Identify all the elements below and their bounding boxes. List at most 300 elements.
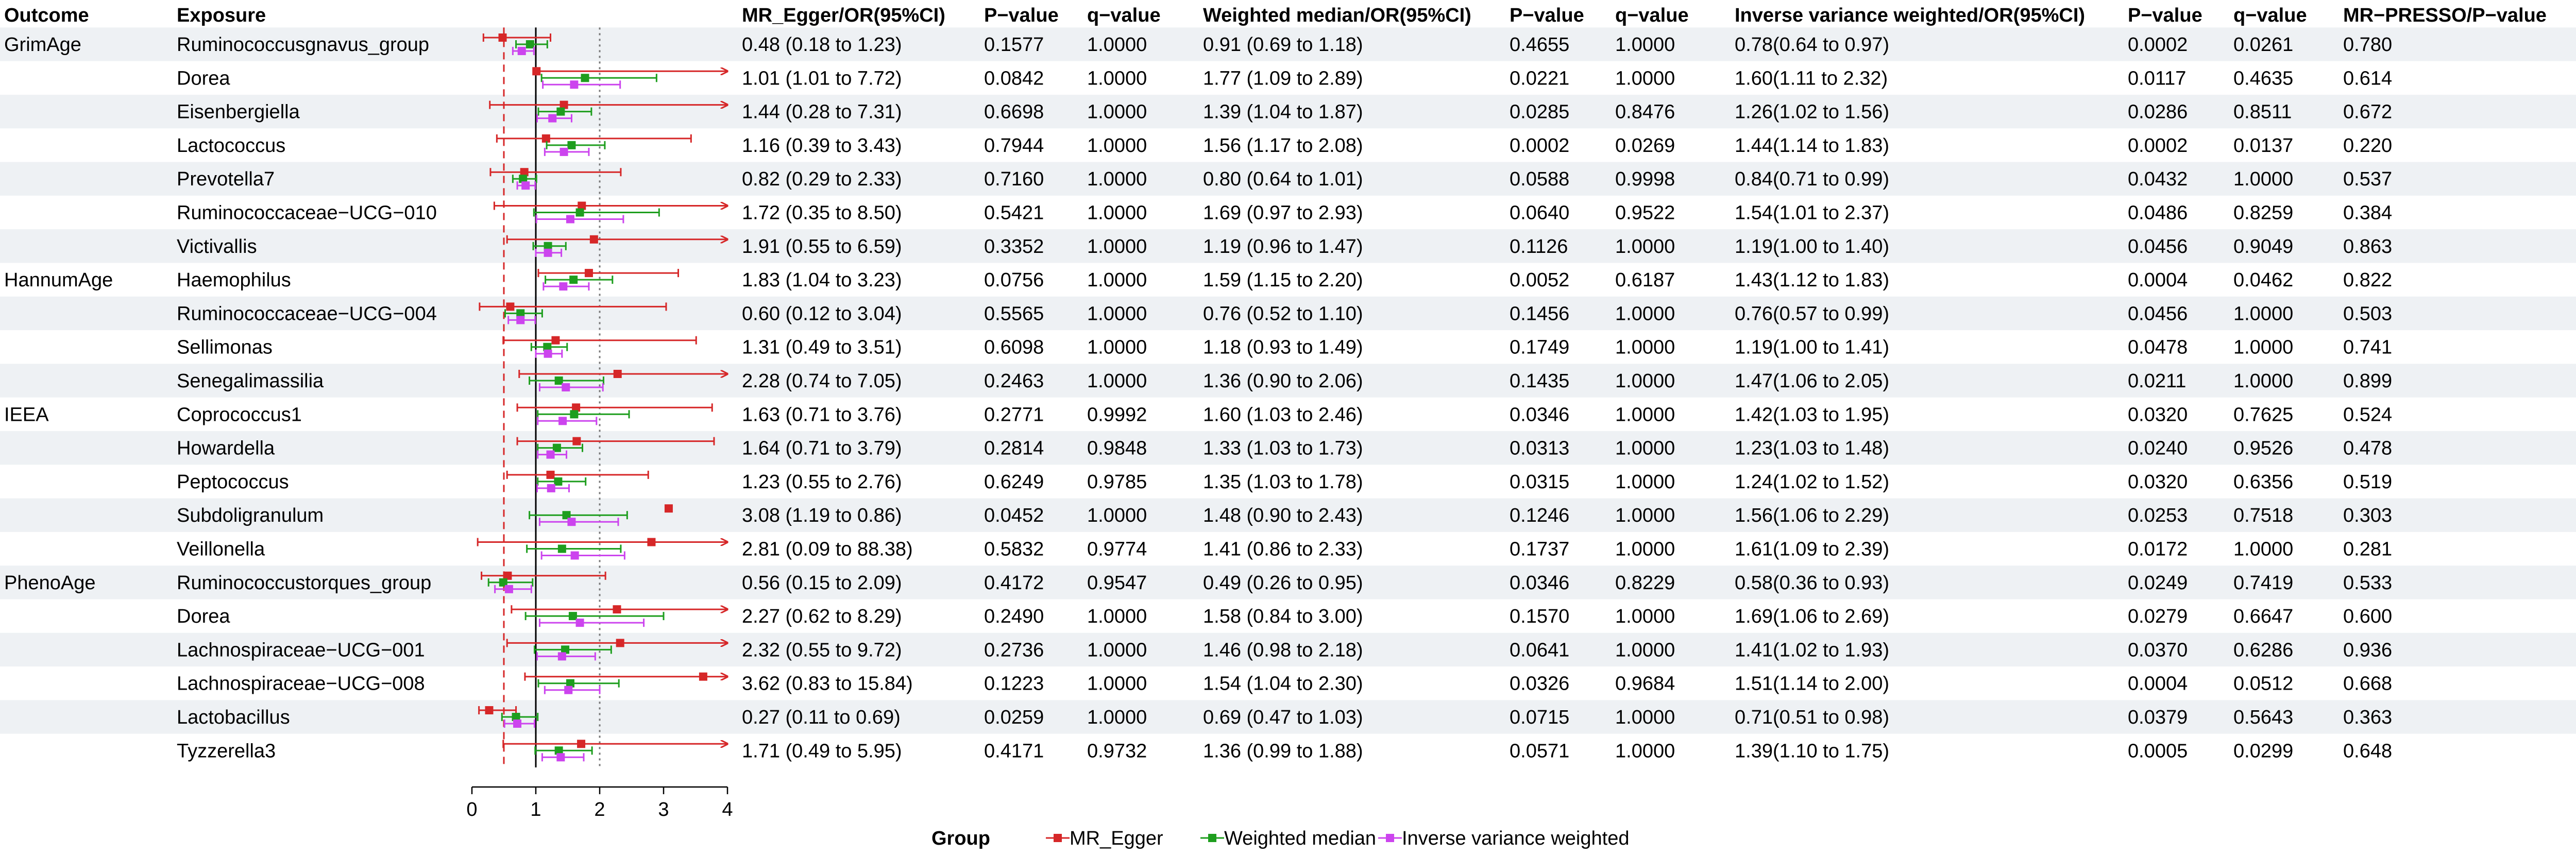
ivw-estimate: 1.19(1.00 to 1.40) bbox=[1735, 235, 1889, 258]
egger-p-value: 0.7944 bbox=[984, 134, 1044, 157]
ivw-point bbox=[548, 114, 556, 123]
ivw-q-value: 1.0000 bbox=[2233, 336, 2294, 358]
header-ivw: Inverse variance weighted/OR(95%CI) bbox=[1735, 5, 2086, 26]
exposure-label: Lachnospiraceae−UCG−001 bbox=[177, 639, 425, 661]
egger-q-value: 1.0000 bbox=[1087, 202, 1147, 224]
exposure-label: Prevotella7 bbox=[177, 168, 275, 191]
presso-p-value: 0.524 bbox=[2343, 404, 2393, 426]
wm-p-value: 0.0588 bbox=[1510, 168, 1570, 191]
wm-q-value: 0.8476 bbox=[1615, 101, 1675, 123]
presso-p-value: 0.303 bbox=[2343, 505, 2393, 527]
ivw-p-value: 0.0379 bbox=[2128, 707, 2188, 728]
ivw-p-value: 0.0117 bbox=[2128, 67, 2187, 90]
legend-key-swatch bbox=[1054, 834, 1062, 842]
wm-estimate: 1.39 (1.04 to 1.87) bbox=[1203, 101, 1363, 123]
wm-estimate: 0.80 (0.64 to 1.01) bbox=[1203, 168, 1363, 191]
egger-estimate: 1.72 (0.35 to 8.50) bbox=[742, 202, 902, 224]
ivw-estimate: 1.61(1.09 to 2.39) bbox=[1735, 538, 1889, 560]
egger-q-value: 1.0000 bbox=[1087, 303, 1147, 325]
legend-item bbox=[1046, 828, 1163, 849]
ivw-point bbox=[547, 484, 555, 492]
presso-p-value: 0.533 bbox=[2343, 572, 2393, 594]
egger-estimate: 3.62 (0.83 to 15.84) bbox=[742, 673, 913, 695]
wm-estimate: 1.59 (1.15 to 2.20) bbox=[1203, 269, 1363, 292]
table-row bbox=[177, 606, 2392, 627]
ivw-point bbox=[566, 215, 574, 224]
egger-p-value: 0.5565 bbox=[984, 303, 1044, 325]
egger-q-value: 0.9848 bbox=[1087, 437, 1147, 459]
ivw-point bbox=[571, 552, 579, 560]
ivw-p-value: 0.0004 bbox=[2128, 269, 2188, 292]
ivw-point bbox=[547, 451, 555, 459]
outcome-label: HannumAge bbox=[4, 269, 113, 292]
ivw-p-value: 0.0002 bbox=[2128, 134, 2188, 157]
wm-estimate: 1.36 (0.90 to 2.06) bbox=[1203, 370, 1363, 392]
exposure-label: Ruminococcaceae−UCG−010 bbox=[177, 202, 437, 224]
exposure-label: Lactococcus bbox=[177, 134, 286, 157]
wm-estimate: 0.69 (0.47 to 1.03) bbox=[1203, 707, 1363, 728]
ivw-estimate: 1.39(1.10 to 1.75) bbox=[1735, 740, 1889, 762]
wm-estimate: 1.77 (1.09 to 2.89) bbox=[1203, 67, 1363, 90]
wm-p-value: 0.0346 bbox=[1510, 572, 1570, 594]
presso-p-value: 0.363 bbox=[2343, 707, 2393, 728]
ivw-point bbox=[570, 80, 578, 89]
egger-q-value: 1.0000 bbox=[1087, 134, 1147, 157]
egger-estimate: 3.08 (1.19 to 0.86) bbox=[742, 505, 902, 527]
presso-p-value: 0.220 bbox=[2343, 134, 2393, 157]
wm-p-value: 0.4655 bbox=[1510, 34, 1570, 56]
ivw-estimate: 1.42(1.03 to 1.95) bbox=[1735, 404, 1889, 426]
wm-p-value: 0.1435 bbox=[1510, 370, 1570, 392]
legend-item bbox=[1378, 828, 1629, 849]
egger-p-value: 0.0259 bbox=[984, 707, 1044, 728]
egger-p-value: 0.6698 bbox=[984, 101, 1044, 123]
wm-point bbox=[567, 141, 575, 149]
wm-q-value: 0.9684 bbox=[1615, 673, 1675, 695]
legend-label: MR_Egger bbox=[1070, 828, 1163, 849]
egger-estimate: 1.83 (1.04 to 3.23) bbox=[742, 269, 902, 292]
ivw-estimate: 1.56(1.06 to 2.29) bbox=[1735, 505, 1889, 527]
egger-point bbox=[585, 269, 593, 277]
header-wm-p: P−value bbox=[1510, 5, 1584, 26]
wm-p-value: 0.0285 bbox=[1510, 101, 1570, 123]
presso-p-value: 0.780 bbox=[2343, 34, 2393, 56]
x-tick-label: 3 bbox=[658, 799, 669, 820]
egger-estimate: 1.63 (0.71 to 3.76) bbox=[742, 404, 902, 426]
x-tick-label: 2 bbox=[594, 799, 605, 820]
ivw-q-value: 0.6356 bbox=[2233, 471, 2294, 493]
header-exposure: Exposure bbox=[177, 5, 266, 26]
ivw-point bbox=[576, 619, 584, 627]
egger-p-value: 0.3352 bbox=[984, 235, 1044, 258]
wm-p-value: 0.1456 bbox=[1510, 303, 1570, 325]
ivw-estimate: 0.76(0.57 to 0.99) bbox=[1735, 303, 1889, 325]
egger-p-value: 0.0756 bbox=[984, 269, 1044, 292]
exposure-label: Tyzzerella3 bbox=[177, 740, 276, 762]
legend-key-swatch bbox=[1208, 834, 1216, 842]
exposure-label: Sellimonas bbox=[177, 336, 273, 358]
table-row bbox=[177, 67, 2392, 89]
ivw-point bbox=[564, 686, 572, 694]
ivw-q-value: 0.4635 bbox=[2233, 67, 2294, 90]
exposure-label: Dorea bbox=[177, 606, 230, 628]
egger-q-value: 1.0000 bbox=[1087, 235, 1147, 258]
presso-p-value: 0.600 bbox=[2343, 606, 2393, 628]
ivw-p-value: 0.0432 bbox=[2128, 168, 2188, 191]
presso-p-value: 0.478 bbox=[2343, 437, 2393, 459]
egger-p-value: 0.1577 bbox=[984, 34, 1044, 56]
ivw-q-value: 0.7419 bbox=[2233, 572, 2294, 594]
wm-q-value: 0.0269 bbox=[1615, 134, 1675, 157]
ivw-estimate: 0.78(0.64 to 0.97) bbox=[1735, 34, 1889, 56]
legend-item bbox=[1200, 828, 1376, 849]
ivw-q-value: 0.0261 bbox=[2233, 34, 2294, 56]
ivw-q-value: 0.8259 bbox=[2233, 202, 2294, 224]
wm-q-value: 1.0000 bbox=[1615, 336, 1675, 358]
wm-point bbox=[526, 40, 534, 48]
legend-title: Group bbox=[931, 828, 990, 849]
ivw-p-value: 0.0456 bbox=[2128, 235, 2188, 258]
ivw-q-value: 0.5643 bbox=[2233, 707, 2294, 728]
ivw-point bbox=[556, 753, 565, 761]
ivw-p-value: 0.0002 bbox=[2128, 34, 2188, 56]
egger-estimate: 1.44 (0.28 to 7.31) bbox=[742, 101, 902, 123]
egger-p-value: 0.7160 bbox=[984, 168, 1044, 191]
egger-q-value: 1.0000 bbox=[1087, 67, 1147, 90]
wm-point bbox=[555, 376, 563, 385]
egger-q-value: 0.9547 bbox=[1087, 572, 1147, 594]
egger-p-value: 0.6249 bbox=[984, 471, 1044, 493]
wm-p-value: 0.0221 bbox=[1510, 67, 1570, 90]
wm-q-value: 0.9522 bbox=[1615, 202, 1675, 224]
ivw-point bbox=[562, 383, 570, 391]
ivw-p-value: 0.0211 bbox=[2128, 370, 2187, 392]
ivw-q-value: 0.9049 bbox=[2233, 235, 2294, 258]
ivw-p-value: 0.0486 bbox=[2128, 202, 2188, 224]
ivw-q-value: 1.0000 bbox=[2233, 168, 2294, 191]
ivw-estimate: 1.60(1.11 to 2.32) bbox=[1735, 67, 1888, 90]
wm-p-value: 0.0640 bbox=[1510, 202, 1570, 224]
wm-point bbox=[558, 545, 566, 553]
presso-p-value: 0.648 bbox=[2343, 740, 2393, 762]
wm-estimate: 1.36 (0.99 to 1.88) bbox=[1203, 740, 1363, 762]
exposure-label: Dorea bbox=[177, 67, 230, 90]
presso-p-value: 0.863 bbox=[2343, 235, 2393, 258]
egger-point bbox=[572, 437, 581, 446]
egger-q-value: 0.9732 bbox=[1087, 740, 1147, 762]
exposure-label: Ruminococcustorques_group bbox=[177, 572, 432, 594]
header-presso: MR−PRESSO/P−value bbox=[2343, 5, 2547, 26]
wm-p-value: 0.0715 bbox=[1510, 707, 1570, 728]
ivw-estimate: 1.41(1.02 to 1.93) bbox=[1735, 639, 1889, 661]
egger-estimate: 2.81 (0.09 to 88.38) bbox=[742, 538, 913, 560]
header-egger-p: P−value bbox=[984, 5, 1059, 26]
egger-estimate: 0.60 (0.12 to 3.04) bbox=[742, 303, 902, 325]
presso-p-value: 0.668 bbox=[2343, 673, 2393, 695]
wm-q-value: 0.8229 bbox=[1615, 572, 1675, 594]
presso-p-value: 0.899 bbox=[2343, 370, 2393, 392]
egger-estimate: 1.31 (0.49 to 3.51) bbox=[742, 336, 902, 358]
outcome-label: IEEA bbox=[4, 404, 49, 426]
exposure-label: Veillonella bbox=[177, 538, 265, 560]
egger-q-value: 0.9992 bbox=[1087, 404, 1147, 426]
wm-p-value: 0.0346 bbox=[1510, 404, 1570, 426]
egger-q-value: 1.0000 bbox=[1087, 34, 1147, 56]
ivw-p-value: 0.0286 bbox=[2128, 101, 2188, 123]
table-header bbox=[4, 5, 2547, 26]
ivw-q-value: 0.8511 bbox=[2233, 101, 2292, 123]
ivw-point bbox=[559, 282, 567, 290]
wm-q-value: 1.0000 bbox=[1615, 471, 1675, 493]
egger-q-value: 1.0000 bbox=[1087, 336, 1147, 358]
egger-p-value: 0.6098 bbox=[984, 336, 1044, 358]
exposure-label: Haemophilus bbox=[177, 269, 291, 292]
ivw-estimate: 1.19(1.00 to 1.41) bbox=[1735, 336, 1889, 358]
wm-estimate: 1.58 (0.84 to 3.00) bbox=[1203, 606, 1363, 628]
exposure-label: Lachnospiraceae−UCG−008 bbox=[177, 673, 425, 695]
egger-point bbox=[665, 504, 673, 512]
egger-estimate: 1.91 (0.55 to 6.59) bbox=[742, 235, 902, 258]
egger-q-value: 1.0000 bbox=[1087, 370, 1147, 392]
egger-q-value: 1.0000 bbox=[1087, 505, 1147, 527]
ivw-estimate: 0.58(0.36 to 0.93) bbox=[1735, 572, 1889, 594]
wm-q-value: 1.0000 bbox=[1615, 404, 1675, 426]
egger-q-value: 0.9774 bbox=[1087, 538, 1147, 560]
egger-point bbox=[499, 33, 507, 42]
presso-p-value: 0.281 bbox=[2343, 538, 2393, 560]
ivw-q-value: 0.0299 bbox=[2233, 740, 2294, 762]
egger-q-value: 1.0000 bbox=[1087, 606, 1147, 628]
x-tick-label: 4 bbox=[722, 799, 733, 820]
wm-q-value: 1.0000 bbox=[1615, 538, 1675, 560]
table-row bbox=[4, 269, 2392, 291]
ivw-point bbox=[544, 249, 552, 257]
egger-q-value: 1.0000 bbox=[1087, 269, 1147, 292]
presso-p-value: 0.741 bbox=[2343, 336, 2393, 358]
ivw-estimate: 1.54(1.01 to 2.37) bbox=[1735, 202, 1889, 224]
ivw-q-value: 0.0462 bbox=[2233, 269, 2294, 292]
ivw-p-value: 0.0370 bbox=[2128, 639, 2188, 661]
wm-p-value: 0.0313 bbox=[1510, 437, 1570, 459]
egger-estimate: 0.48 (0.18 to 1.23) bbox=[742, 34, 902, 56]
header-outcome: Outcome bbox=[4, 5, 89, 26]
exposure-label: Coprococcus1 bbox=[177, 404, 302, 426]
wm-point bbox=[556, 108, 565, 116]
ivw-point bbox=[558, 652, 566, 660]
wm-estimate: 1.69 (0.97 to 2.93) bbox=[1203, 202, 1363, 224]
egger-point bbox=[590, 235, 598, 244]
table-row bbox=[4, 404, 2392, 425]
egger-point bbox=[614, 370, 622, 378]
ivw-estimate: 0.84(0.71 to 0.99) bbox=[1735, 168, 1889, 191]
presso-p-value: 0.384 bbox=[2343, 202, 2393, 224]
egger-point bbox=[647, 538, 655, 546]
ivw-q-value: 0.7625 bbox=[2233, 404, 2294, 426]
wm-p-value: 0.1126 bbox=[1510, 235, 1568, 258]
wm-p-value: 0.0571 bbox=[1510, 740, 1570, 762]
ivw-p-value: 0.0249 bbox=[2128, 572, 2188, 594]
header-wm: Weighted median/OR(95%CI) bbox=[1203, 5, 1471, 26]
egger-p-value: 0.2771 bbox=[984, 404, 1044, 426]
egger-q-value: 1.0000 bbox=[1087, 639, 1147, 661]
ivw-q-value: 1.0000 bbox=[2233, 538, 2294, 560]
egger-point bbox=[616, 639, 624, 647]
wm-p-value: 0.0002 bbox=[1510, 134, 1570, 157]
wm-estimate: 1.41 (0.86 to 2.33) bbox=[1203, 538, 1363, 560]
x-tick-label: 0 bbox=[466, 799, 478, 820]
wm-q-value: 1.0000 bbox=[1615, 303, 1675, 325]
egger-estimate: 1.16 (0.39 to 3.43) bbox=[742, 134, 902, 157]
wm-point bbox=[576, 209, 584, 217]
egger-p-value: 0.2490 bbox=[984, 606, 1044, 628]
wm-q-value: 1.0000 bbox=[1615, 639, 1675, 661]
egger-p-value: 0.2814 bbox=[984, 437, 1044, 459]
wm-q-value: 1.0000 bbox=[1615, 67, 1675, 90]
wm-p-value: 0.0641 bbox=[1510, 639, 1570, 661]
egger-q-value: 1.0000 bbox=[1087, 673, 1147, 695]
egger-q-value: 1.0000 bbox=[1087, 707, 1147, 728]
wm-estimate: 1.46 (0.98 to 2.18) bbox=[1203, 639, 1363, 661]
egger-point bbox=[613, 605, 621, 613]
exposure-label: Senegalimassilia bbox=[177, 370, 324, 392]
ivw-q-value: 0.6647 bbox=[2233, 606, 2294, 628]
ivw-estimate: 1.47(1.06 to 2.05) bbox=[1735, 370, 1889, 392]
egger-p-value: 0.5421 bbox=[984, 202, 1044, 224]
egger-estimate: 1.23 (0.55 to 2.76) bbox=[742, 471, 902, 493]
wm-p-value: 0.1737 bbox=[1510, 538, 1570, 560]
wm-point bbox=[554, 477, 562, 486]
x-axis bbox=[466, 787, 733, 820]
ivw-p-value: 0.0005 bbox=[2128, 740, 2188, 762]
ivw-estimate: 1.44(1.14 to 1.83) bbox=[1735, 134, 1889, 157]
exposure-label: Eisenbergiella bbox=[177, 101, 300, 123]
wm-q-value: 1.0000 bbox=[1615, 370, 1675, 392]
wm-q-value: 1.0000 bbox=[1615, 34, 1675, 56]
ivw-q-value: 1.0000 bbox=[2233, 370, 2294, 392]
egger-q-value: 1.0000 bbox=[1087, 101, 1147, 123]
egger-p-value: 0.0452 bbox=[984, 505, 1044, 527]
wm-estimate: 1.35 (1.03 to 1.78) bbox=[1203, 471, 1363, 493]
ivw-point bbox=[516, 316, 524, 324]
wm-q-value: 1.0000 bbox=[1615, 505, 1675, 527]
header-egger: MR_Egger/OR(95%CI) bbox=[742, 5, 945, 26]
egger-p-value: 0.1223 bbox=[984, 673, 1044, 695]
wm-p-value: 0.1246 bbox=[1510, 505, 1570, 527]
ivw-q-value: 1.0000 bbox=[2233, 303, 2294, 325]
ivw-p-value: 0.0279 bbox=[2128, 606, 2188, 628]
exposure-label: Victivallis bbox=[177, 235, 257, 258]
presso-p-value: 0.519 bbox=[2343, 471, 2393, 493]
outcome-label: PhenoAge bbox=[4, 572, 96, 594]
ivw-estimate: 1.26(1.02 to 1.56) bbox=[1735, 101, 1889, 123]
ivw-point bbox=[518, 47, 526, 55]
egger-estimate: 0.82 (0.29 to 2.33) bbox=[742, 168, 902, 191]
egger-estimate: 0.27 (0.11 to 0.69) bbox=[742, 707, 901, 728]
ivw-estimate: 1.23(1.03 to 1.48) bbox=[1735, 437, 1889, 459]
wm-p-value: 0.1749 bbox=[1510, 336, 1570, 358]
ivw-q-value: 0.0137 bbox=[2233, 134, 2294, 157]
header-wm-q: q−value bbox=[1615, 5, 1689, 26]
exposure-label: Howardella bbox=[177, 437, 275, 459]
ivw-p-value: 0.0253 bbox=[2128, 505, 2188, 527]
egger-p-value: 0.4171 bbox=[984, 740, 1044, 762]
ivw-estimate: 1.24(1.02 to 1.52) bbox=[1735, 471, 1889, 493]
egger-point bbox=[506, 302, 514, 311]
wm-q-value: 1.0000 bbox=[1615, 707, 1675, 728]
ivw-p-value: 0.0172 bbox=[2128, 538, 2188, 560]
egger-p-value: 0.5832 bbox=[984, 538, 1044, 560]
ivw-p-value: 0.0320 bbox=[2128, 471, 2188, 493]
egger-p-value: 0.2463 bbox=[984, 370, 1044, 392]
wm-estimate: 1.19 (0.96 to 1.47) bbox=[1203, 235, 1363, 258]
wm-estimate: 1.54 (1.04 to 2.30) bbox=[1203, 673, 1363, 695]
ivw-p-value: 0.0320 bbox=[2128, 404, 2188, 426]
ivw-point bbox=[505, 585, 513, 593]
wm-estimate: 1.60 (1.03 to 2.46) bbox=[1203, 404, 1363, 426]
wm-q-value: 1.0000 bbox=[1615, 235, 1675, 258]
wm-q-value: 0.6187 bbox=[1615, 269, 1675, 292]
ivw-estimate: 0.71(0.51 to 0.98) bbox=[1735, 707, 1889, 728]
ivw-point bbox=[558, 417, 567, 425]
presso-p-value: 0.936 bbox=[2343, 639, 2393, 661]
presso-p-value: 0.672 bbox=[2343, 101, 2393, 123]
egger-estimate: 2.32 (0.55 to 9.72) bbox=[742, 639, 902, 661]
wm-estimate: 1.56 (1.17 to 2.08) bbox=[1203, 134, 1363, 157]
wm-estimate: 0.49 (0.26 to 0.95) bbox=[1203, 572, 1363, 594]
wm-estimate: 1.48 (0.90 to 2.43) bbox=[1203, 505, 1363, 527]
header-ivw-q: q−value bbox=[2233, 5, 2307, 26]
presso-p-value: 0.503 bbox=[2343, 303, 2393, 325]
egger-estimate: 1.64 (0.71 to 3.79) bbox=[742, 437, 902, 459]
wm-q-value: 1.0000 bbox=[1615, 740, 1675, 762]
x-tick-label: 1 bbox=[530, 799, 541, 820]
egger-q-value: 1.0000 bbox=[1087, 168, 1147, 191]
wm-point bbox=[570, 410, 578, 418]
exposure-label: Subdoligranulum bbox=[177, 505, 324, 527]
egger-estimate: 1.01 (1.01 to 7.72) bbox=[742, 67, 902, 90]
egger-estimate: 0.56 (0.15 to 2.09) bbox=[742, 572, 902, 594]
legend-label: Weighted median bbox=[1224, 828, 1377, 849]
presso-p-value: 0.822 bbox=[2343, 269, 2393, 292]
egger-estimate: 2.27 (0.62 to 8.29) bbox=[742, 606, 902, 628]
ivw-p-value: 0.0240 bbox=[2128, 437, 2188, 459]
wm-point bbox=[569, 612, 577, 620]
egger-p-value: 0.2736 bbox=[984, 639, 1044, 661]
wm-p-value: 0.0315 bbox=[1510, 471, 1570, 493]
header-ivw-p: P−value bbox=[2128, 5, 2202, 26]
egger-estimate: 1.71 (0.49 to 5.95) bbox=[742, 740, 902, 762]
ivw-estimate: 1.69(1.06 to 2.69) bbox=[1735, 606, 1889, 628]
ivw-p-value: 0.0004 bbox=[2128, 673, 2188, 695]
egger-estimate: 2.28 (0.74 to 7.05) bbox=[742, 370, 902, 392]
egger-point bbox=[532, 67, 540, 75]
header-egger-q: q−value bbox=[1087, 5, 1161, 26]
wm-p-value: 0.1570 bbox=[1510, 606, 1570, 628]
wm-q-value: 0.9998 bbox=[1615, 168, 1675, 191]
legend bbox=[931, 828, 1629, 849]
wm-estimate: 0.76 (0.52 to 1.10) bbox=[1203, 303, 1363, 325]
exposure-label: Peptococcus bbox=[177, 471, 289, 493]
ivw-estimate: 1.43(1.12 to 1.83) bbox=[1735, 269, 1889, 292]
wm-p-value: 0.0326 bbox=[1510, 673, 1570, 695]
exposure-label: Ruminococcusgnavus_group bbox=[177, 34, 430, 56]
egger-point bbox=[551, 336, 560, 345]
egger-point bbox=[485, 706, 493, 714]
egger-point bbox=[577, 740, 585, 748]
ivw-p-value: 0.0456 bbox=[2128, 303, 2188, 325]
egger-point bbox=[699, 673, 707, 681]
ivw-estimate: 1.51(1.14 to 2.00) bbox=[1735, 673, 1889, 695]
